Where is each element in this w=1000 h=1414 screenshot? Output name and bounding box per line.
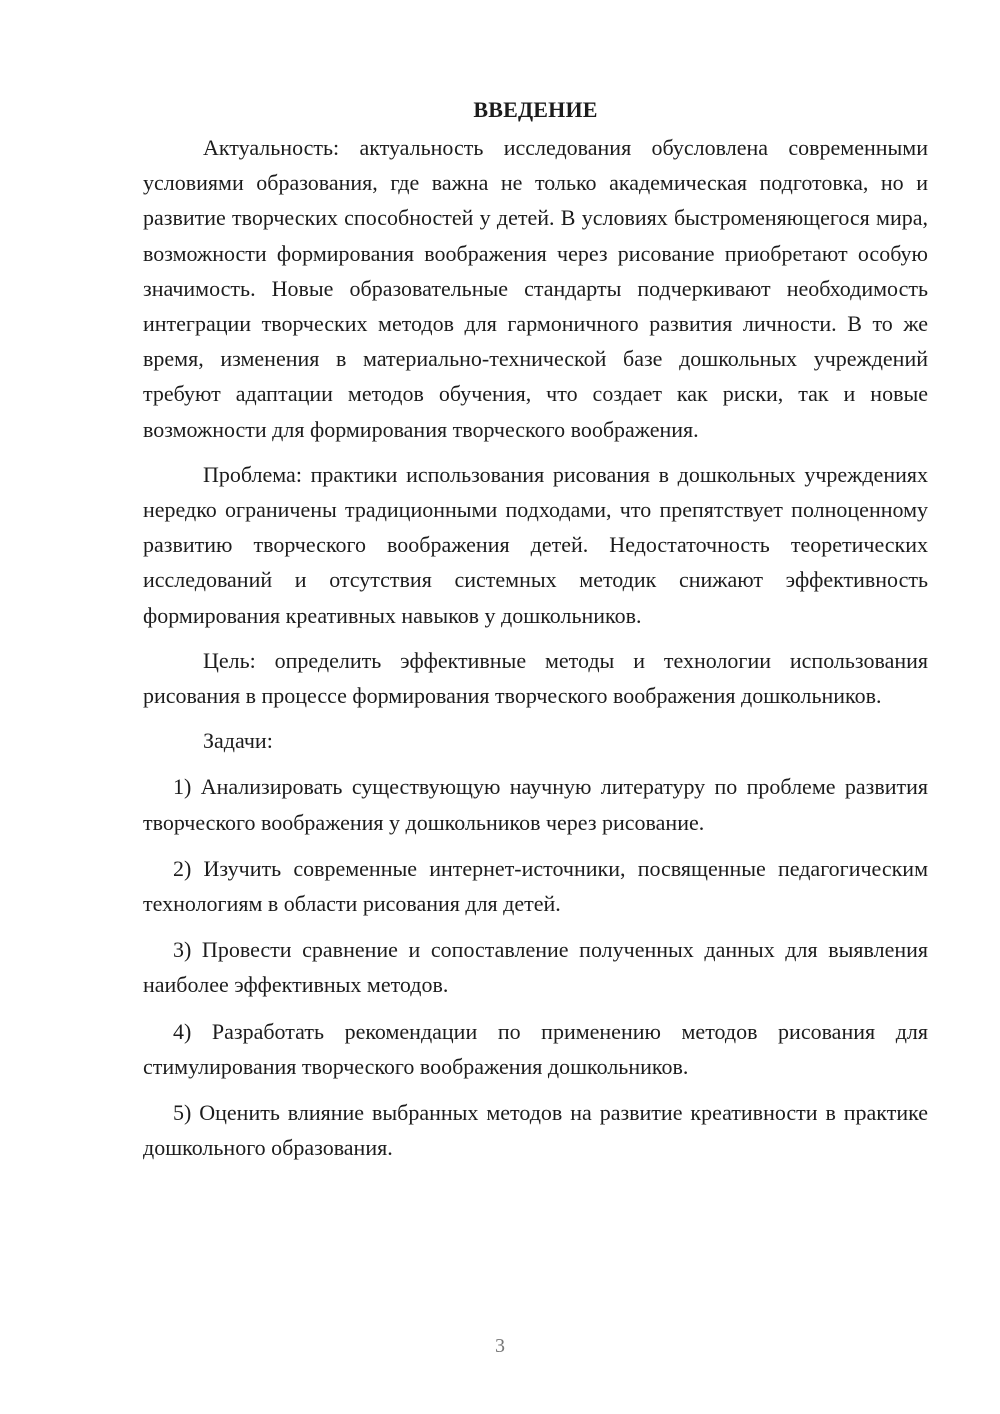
task-item-3: 3) Провести сравнение и сопоставление полученных данных для выявления наиболее эффективных методов. bbox=[143, 937, 928, 998]
task-item-5: 5) Оценить влияние выбранных методов на развитие креативности в практике дошкольного образования. bbox=[143, 1100, 928, 1161]
page-number: 3 bbox=[495, 1335, 505, 1357]
task-item-2: 2) Изучить современные интернет-источники, посвященные педагогическим технологиям в области рисования для детей. bbox=[143, 855, 928, 917]
section-heading: ВВЕДЕНИЕ bbox=[473, 97, 598, 122]
tasks-label: Задачи: bbox=[203, 728, 273, 754]
document-page bbox=[143, 92, 928, 1165]
problem-paragraph: Проблема: практики использования рисования в дошкольных учреждениях нередко ограничены традиционными подходами, что препятствует полноценному развитию творческого воображения детей. Недостаточность теоретических исследований и отсутствия системных методик снижают эффективность формирования креативных навыков у дошкольников. bbox=[143, 461, 928, 628]
task-item-1: 1) Анализировать существующую научную литературу по проблеме развития творческого воображения у дошкольников через рисование. bbox=[143, 774, 928, 835]
relevance-paragraph: Актуальность: актуальность исследования обусловлена современными условиями образования, где важна не только академическая подготовка, но и развитие творческих способностей у детей. В условиях быстроменяющегося мира, возможности формирования воображения через рисование приобретают особую значимость. Новые образовательные стандарты подчеркивают необходимость интеграции творческих методов для гармоничного развития личности. В то же время, изменения в материально-технической базе дошкольных учреждений требуют адаптации методов обучения, что создает как риски, так и новые возможности для формирования творческого воображения. bbox=[143, 135, 928, 442]
goal-paragraph: Цель: определить эффективные методы и технологии использования рисования в процессе формирования творческого воображения дошкольников. bbox=[143, 647, 928, 709]
task-item-4: 4) Разработать рекомендации по применению методов рисования для стимулирования творческого воображения дошкольников. bbox=[143, 1018, 928, 1079]
